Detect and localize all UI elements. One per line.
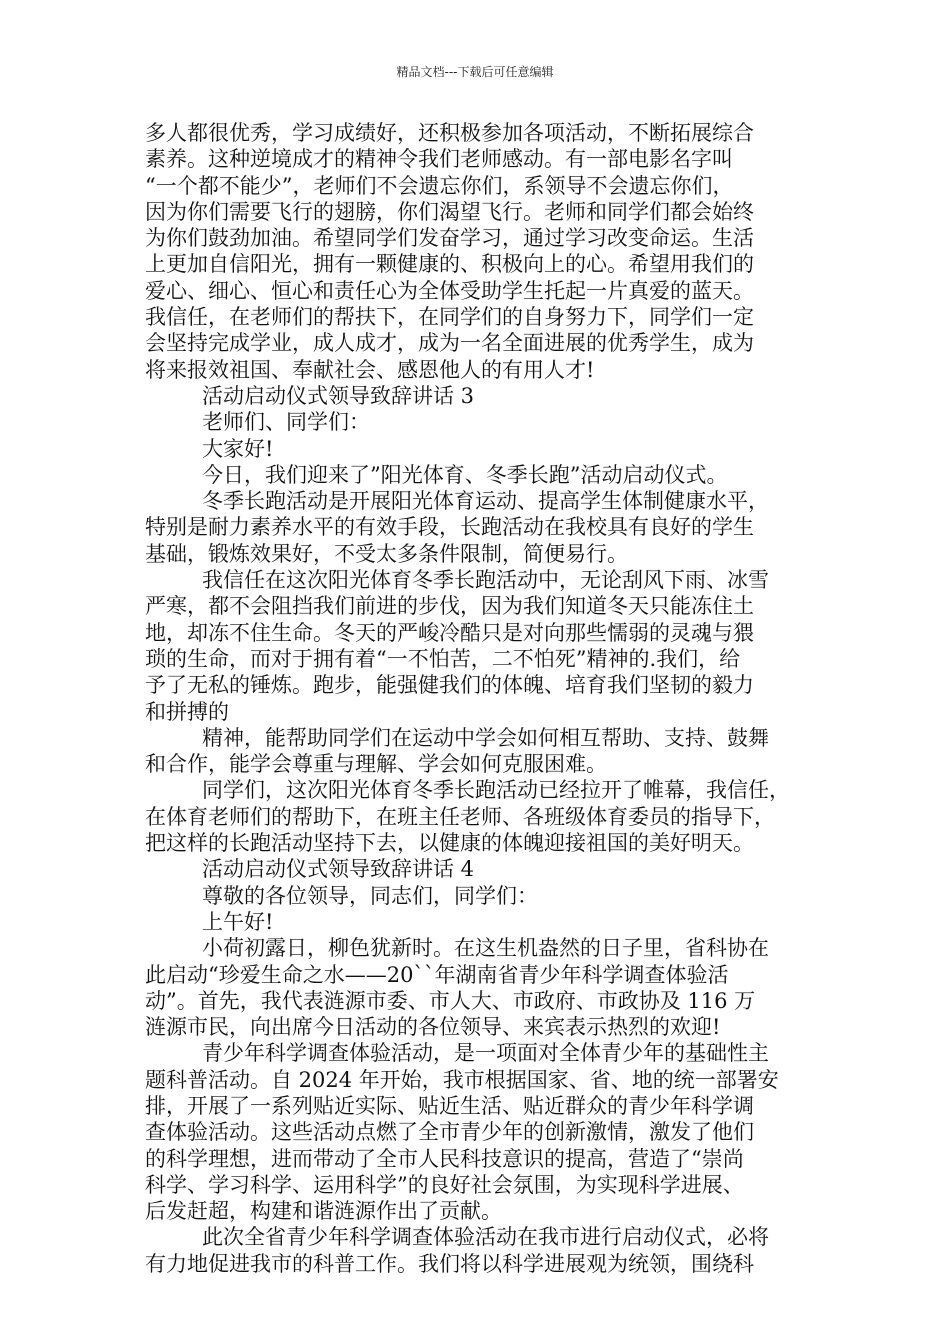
text-line: 基础，锻炼效果好，不受太多条件限制，简便易行。 — [145, 541, 628, 566]
text-line: 和合作，能学会尊重与理解、学会如何克服困难。 — [145, 752, 607, 777]
text-line: 地，却冻不住生命。冬天的严峻冷酷只是对向那些懦弱的灵魂与猥 — [145, 620, 754, 645]
text-line: 小荷初露日，柳色犹新时。在这生机盎然的日子里，省科协在 — [202, 936, 769, 961]
text-line: 同学们，这次阳光体育冬季长跑活动已经拉开了帷幕，我信任， — [202, 778, 790, 803]
text-line: 和拼搏的 — [145, 699, 229, 724]
text-line: 素养。这种逆境成才的精神令我们老师感动。有一部电影名字叫 — [145, 147, 733, 172]
text-line: 查体验活动。这些活动点燃了全市青少年的创新激情，激发了他们 — [145, 1120, 754, 1145]
text-line: 此次全省青少年科学调查体验活动在我市进行启动仪式，必将 — [202, 1225, 769, 1250]
text-line: 青少年科学调查体验活动，是一项面对全体青少年的基础性主 — [202, 1041, 769, 1066]
page-header: 精品文档---下载后可任意编辑 — [396, 65, 554, 79]
text-line: 在体育老师们的帮助下，在班主任老师、各班级体育委员的指导下， — [145, 804, 775, 829]
text-line: 将来报效祖国、奉献社会、感恩他人的有用人才! — [145, 357, 595, 382]
text-line: 爱心、细心、恒心和责任心为全体受助学生托起一片真爱的蓝天。 — [145, 278, 754, 303]
text-line: 题科普活动。自 2024 年开始，我市根据国家、省、地的统一部署安 — [145, 1067, 779, 1092]
text-line: 严寒，都不会阻挡我们前进的步伐，因为我们知道冬天只能冻住土 — [145, 594, 754, 619]
text-line: 精神，能帮助同学们在运动中学会如何相互帮助、支持、鼓舞 — [202, 725, 769, 750]
text-line: 上更加自信阳光，拥有一颗健康的、积极向上的心。希望用我们的 — [145, 252, 754, 277]
text-line: 动”。首先，我代表涟源市委、市人大、市政府、市政协及 116 万 — [145, 988, 756, 1013]
text-line: 后发赶超，构建和谐涟源作出了贡献。 — [145, 1199, 502, 1224]
text-line: 冬季长跑活动是开展阳光体育运动、提高学生体制健康水平， — [202, 489, 769, 514]
text-line: 为你们鼓劲加油。希望同学们发奋学习，通过学习改变命运。生活 — [145, 226, 754, 251]
text-line: 排，开展了一系列贴近实际、贴近生活、贴近群众的青少年科学调 — [145, 1093, 754, 1118]
text-line: 活动启动仪式领导致辞讲话 4 — [202, 857, 475, 882]
text-line: 科学、学习科学、运用科学”的良好社会氛围，为实现科学进展、 — [145, 1172, 744, 1197]
text-line: 老师们、同学们： — [202, 410, 370, 435]
text-line: 特别是耐力素养水平的有效手段，长跑活动在我校具有良好的学生 — [145, 515, 754, 540]
text-line: 予了无私的锤炼。跑步，能强健我们的体魄、培育我们坚韧的毅力 — [145, 673, 754, 698]
text-line: 会坚持完成学业，成人成才，成为一名全面进展的优秀学生，成为 — [145, 331, 754, 356]
text-line: 尊敬的各位领导，同志们，同学们： — [202, 883, 538, 908]
text-line: 我信任，在老师们的帮扶下，在同学们的自身努力下，同学们一定 — [145, 305, 754, 330]
text-line: 涟源市民，向出席今日活动的各位领导、来宾表示热烈的欢迎! — [145, 1015, 721, 1040]
text-line: 我信任在这次阳光体育冬季长跑活动中，无论刮风下雨、冰雪 — [202, 568, 769, 593]
text-line: 有力地促进我市的科普工作。我们将以科学进展观为统领，围绕科 — [145, 1251, 754, 1276]
text-line: 琐的生命，而对于拥有着“一不怕苦，二不怕死”精神的.我们，给 — [145, 646, 741, 671]
text-line: 多人都很优秀，学习成绩好，还积极参加各项活动，不断拓展综合 — [145, 121, 754, 145]
text-line: 上午好! — [202, 909, 274, 934]
text-line: “一个都不能少”，老师们不会遗忘你们，系领导不会遗忘你们， — [145, 173, 734, 198]
text-line: 大家好! — [202, 436, 274, 461]
text-line: 此启动“珍爱生命之水——20``年湖南省青少年科学调查体验活 — [145, 962, 729, 987]
text-line: 因为你们需要飞行的翅膀，你们渴望飞行。老师和同学们都会始终 — [145, 199, 754, 224]
text-line: 把这样的长跑活动坚持下去，以健康的体魄迎接祖国的美好明天。 — [145, 831, 754, 856]
text-line: 的科学理想，进而带动了全市人民科技意识的提高，营造了“崇尚 — [145, 1146, 744, 1171]
text-line: 活动启动仪式领导致辞讲话 3 — [202, 383, 475, 408]
document-body — [145, 120, 820, 1277]
text-line: 今日，我们迎来了”阳光体育、冬季长跑”活动启动仪式。 — [202, 462, 728, 487]
